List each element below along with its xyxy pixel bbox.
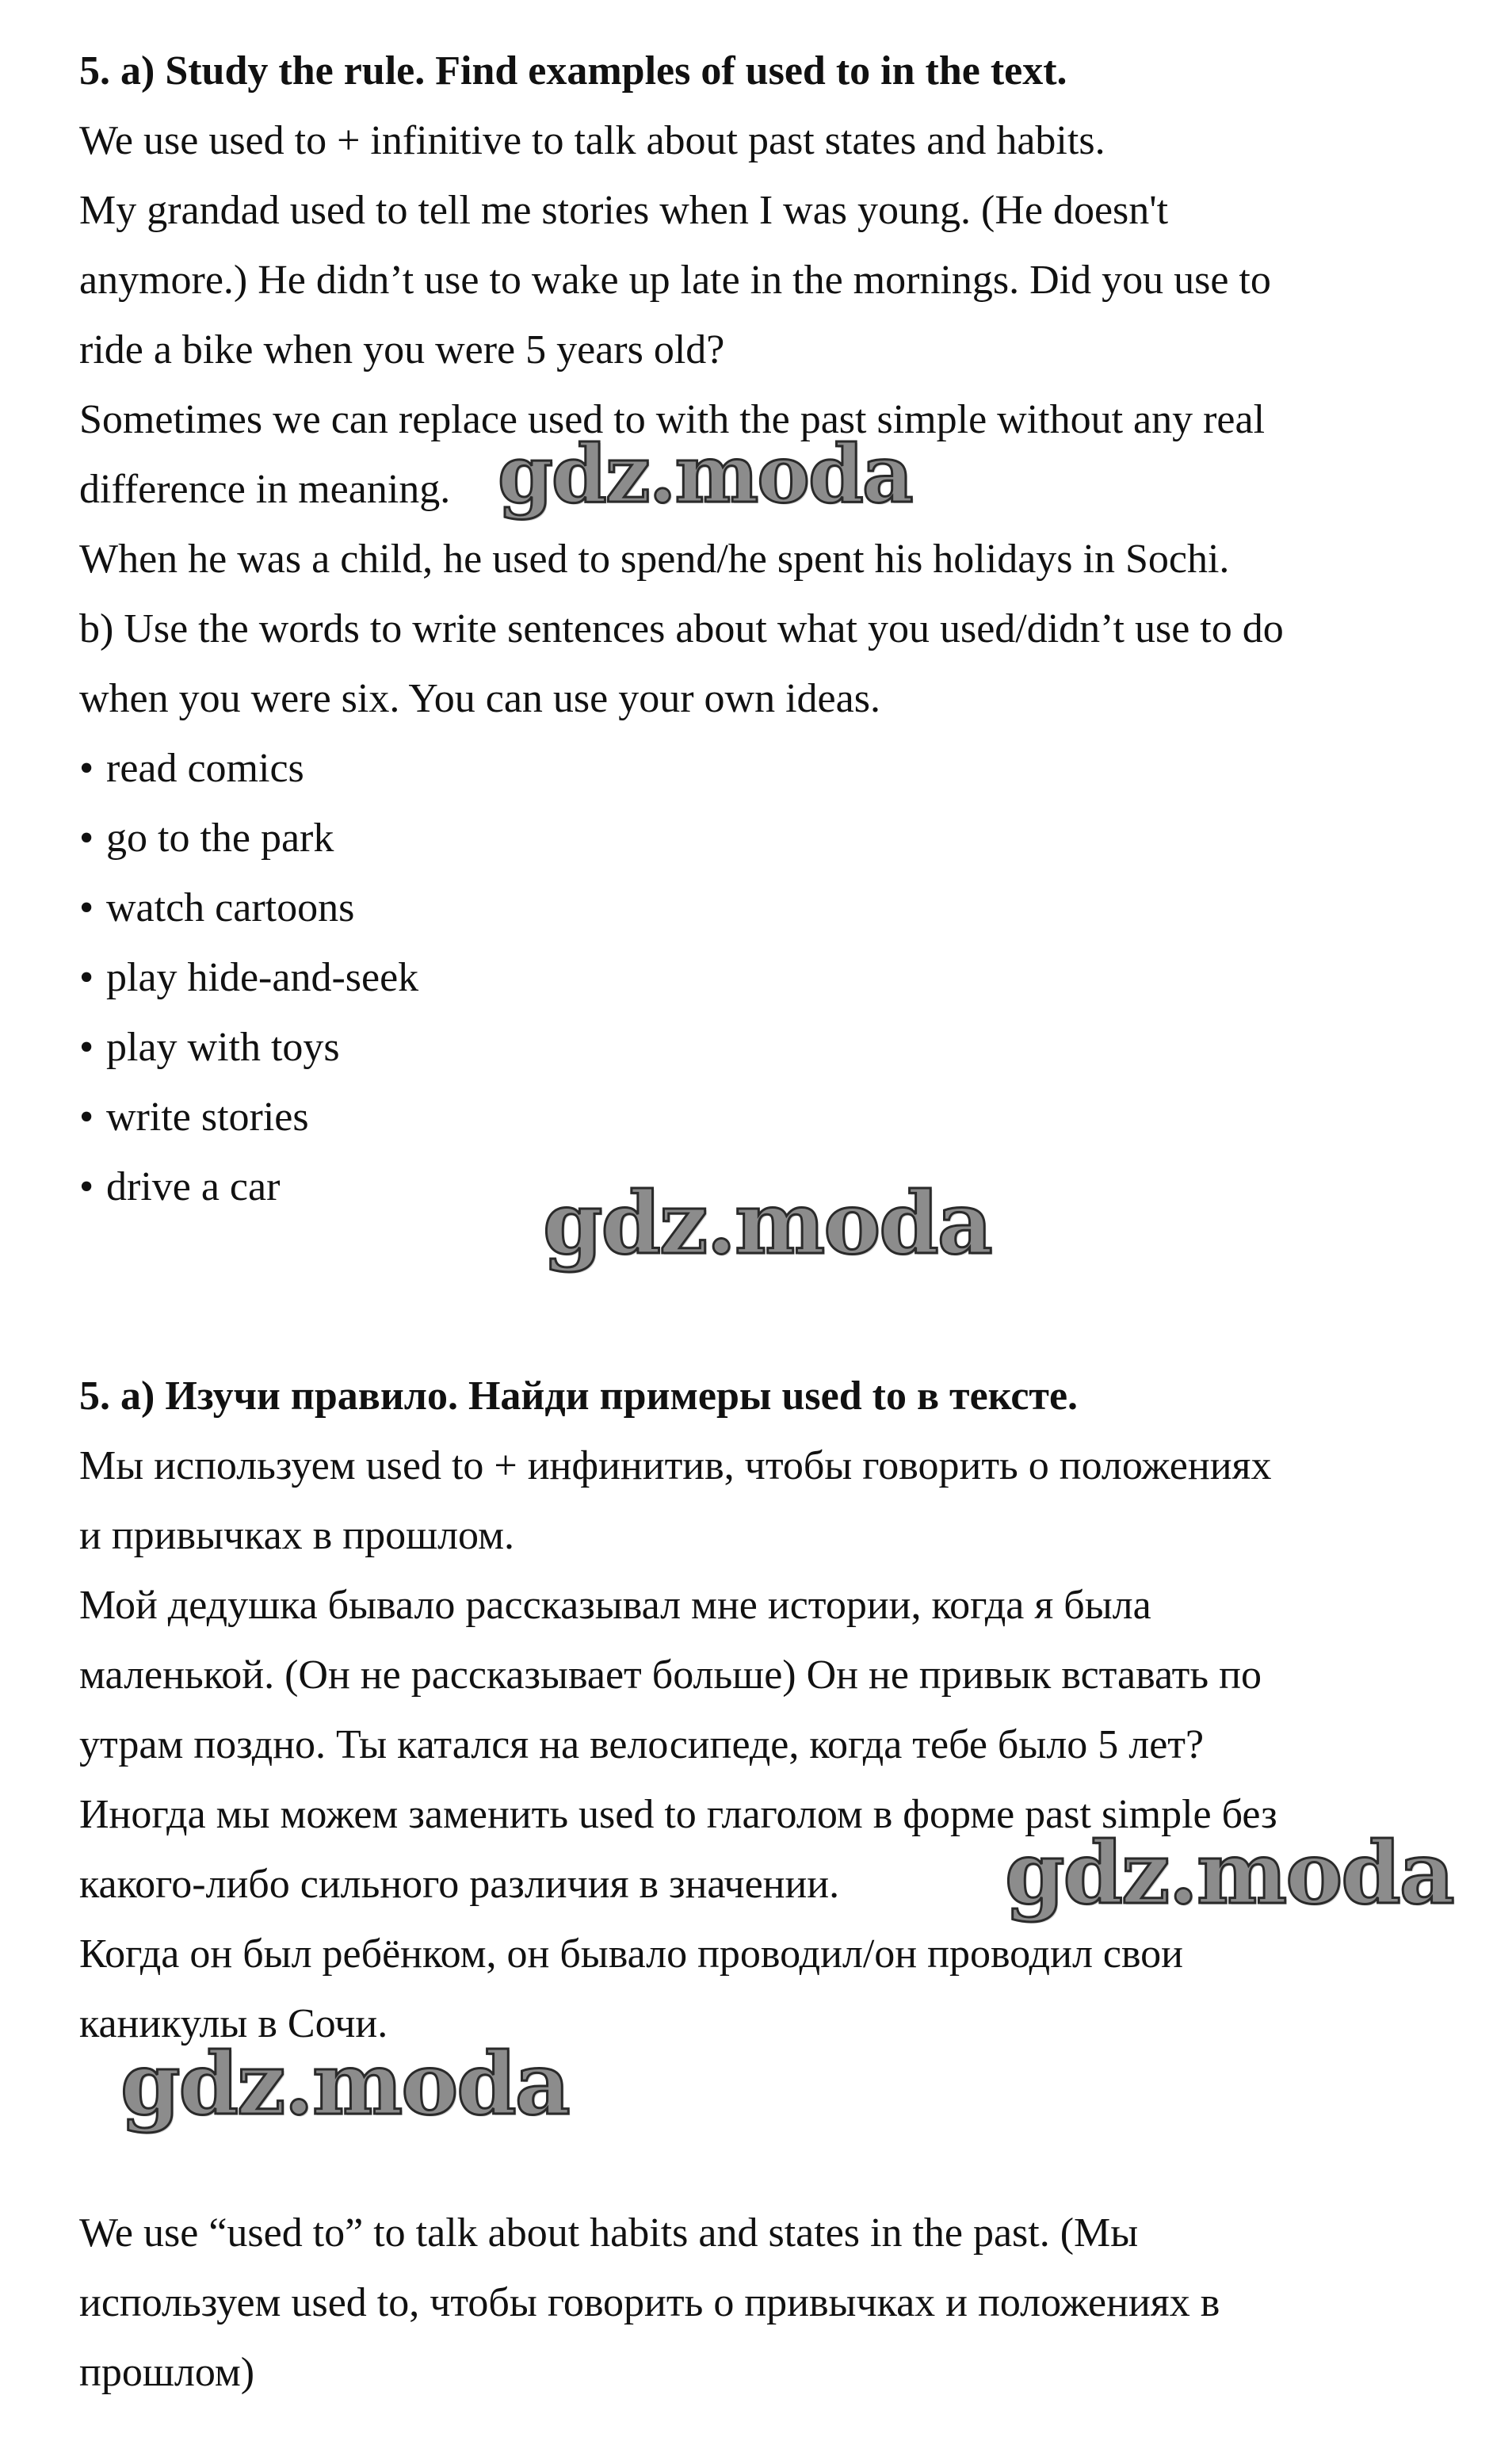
word-list: [79, 734, 1458, 1222]
list-item: [79, 943, 1458, 1013]
exercise-heading-ru: 5. а) Изучи правило. Найди примеры used to в тексте.: [79, 1373, 1079, 1419]
answer-line: используем used to, чтобы говорить о привычках и положениях в: [79, 2280, 1220, 2325]
translation-line: Иногда мы можем заменить used to глаголом в форме past simple без: [79, 1792, 1277, 1837]
watermark-logo: gdz.moda: [1005, 1824, 1453, 1923]
rule-text-line: ride a bike when you were 5 years old?: [79, 327, 725, 372]
bullet-icon: •: [79, 746, 94, 791]
rule-text-line: anymore.) He didn’t use to wake up late in the mornings. Did you use to: [79, 258, 1271, 303]
translation-line: утрам поздно. Ты катался на велосипеде, когда тебе было 5 лет?: [79, 1722, 1205, 1767]
bullet-icon: •: [79, 816, 94, 861]
bullet-icon: •: [79, 1094, 94, 1140]
rule-text-line: difference in meaning.: [79, 467, 451, 512]
watermark-logo: gdz.moda: [120, 2034, 569, 2134]
translation-line: маленькой. (Он не рассказывает больше) Он не привык вставать по: [79, 1652, 1262, 1698]
rule-text-line: My grandad used to tell me stories when I was young. (He doesn't: [79, 188, 1169, 233]
list-item: [79, 873, 1458, 943]
exercise-heading-en: 5. a) Study the rule. Find examples of used to in the text.: [79, 48, 1067, 94]
list-item-text: go to the park: [106, 816, 334, 861]
translation-line: каникулы в Сочи.: [79, 2001, 388, 2046]
translation-line: какого-либо сильного различия в значении.: [79, 1862, 840, 1907]
bullet-icon: •: [79, 885, 94, 930]
answer-section: [79, 2198, 1458, 2408]
translation-line: Когда он был ребёнком, он бывало проводил/он проводил свои: [79, 1931, 1184, 1977]
russian-section: [79, 1362, 1458, 2059]
rule-text-line: Sometimes we can replace used to with the past simple without any real: [79, 397, 1266, 442]
list-item-text: play with toys: [106, 1025, 340, 1070]
translation-line: и привычках в прошлом.: [79, 1513, 514, 1558]
task-b-line: b) Use the words to write sentences about what you used/didn’t use to do: [79, 606, 1284, 651]
answer-line: прошлом): [79, 2350, 255, 2395]
bullet-icon: •: [79, 1164, 94, 1209]
list-item: [79, 1083, 1458, 1152]
rule-text-line: When he was a child, he used to spend/he spent his holidays in Sochi.: [79, 537, 1230, 582]
list-item-text: play hide-and-seek: [106, 955, 419, 1000]
list-item: [79, 734, 1458, 804]
list-item-text: drive a car: [106, 1164, 281, 1209]
list-item: [79, 1013, 1458, 1083]
watermark-logo: gdz.moda: [543, 1174, 991, 1274]
english-section: [79, 36, 1458, 1222]
task-b-line: when you were six. You can use your own ideas.: [79, 676, 880, 721]
bullet-icon: •: [79, 955, 94, 1000]
bullet-icon: •: [79, 1025, 94, 1070]
translation-line: Мы используем used to + инфинитив, чтобы говорить о положениях: [79, 1443, 1272, 1488]
rule-text-line: We use used to + infinitive to talk about past states and habits.: [79, 118, 1105, 163]
answer-line: We use “used to” to talk about habits and states in the past. (Мы: [79, 2210, 1139, 2256]
translation-line: Мой дедушка бывало рассказывал мне истории, когда я была: [79, 1583, 1151, 1628]
list-item-text: write stories: [106, 1094, 309, 1140]
list-item: [79, 804, 1458, 873]
list-item-text: watch cartoons: [106, 885, 355, 930]
list-item-text: read comics: [106, 746, 304, 791]
watermark-logo: gdz.moda: [498, 427, 912, 521]
